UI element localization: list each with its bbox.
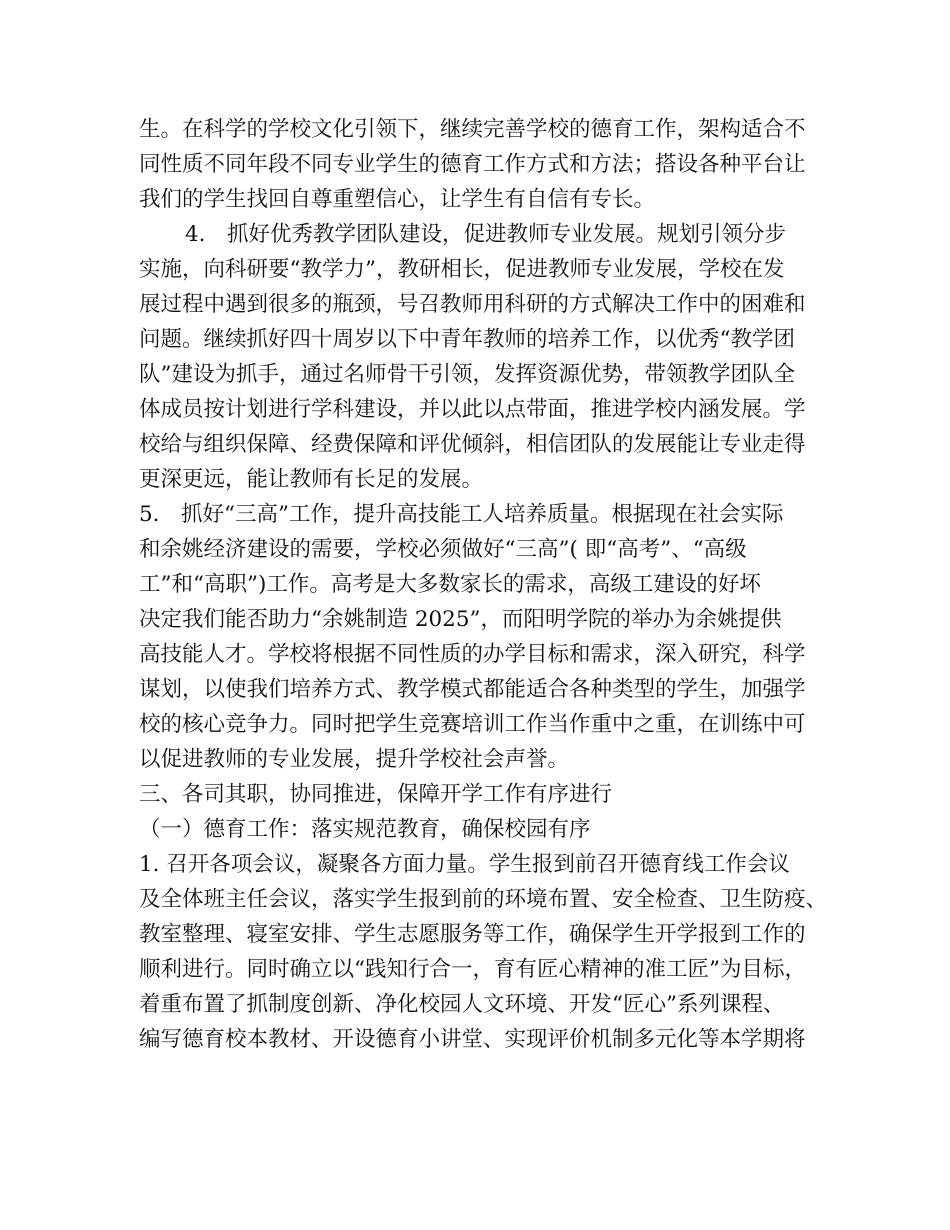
text-line: 编写德育校本教材、开设德育小讲堂、实现评价机制多元化等本学期将	[139, 1027, 806, 1052]
text-line: 顺利进行。同时确立以“践知行合一，育有匠心精神的准工匠”为目标，	[139, 957, 806, 982]
text-line: 展过程中遇到很多的瓶颈，号召教师用科研的方式解决工作中的困难和	[139, 292, 806, 317]
text-line: 决定我们能否助力“余姚制造 2025”，而阳明学院的举办为余姚提供	[139, 607, 782, 632]
text-line: 1. 召开各项会议，凝聚各方面力量。学生报到前召开德育线工作会议	[139, 852, 790, 877]
text-line: 生。在科学的学校文化引领下，继续完善学校的德育工作，架构适合不	[139, 117, 806, 142]
text-line: 实施，向科研要“教学力”，教研相长，促进教师专业发展，学校在发	[139, 257, 785, 282]
text-line: 校给与组织保障、经费保障和评优倾斜，相信团队的发展能让专业走得	[139, 432, 806, 457]
text-line: 校的核心竞争力。同时把学生竞赛培训工作当作重中之重，在训练中可	[139, 712, 806, 737]
text-line: 问题。继续抓好四十周岁以下中青年教师的培养工作，以优秀“教学团	[139, 327, 795, 352]
text-line: 工”和“高职”)工作。高考是大多数家长的需求，高级工建设的好坏	[139, 572, 761, 597]
text-line: 谋划，以使我们培养方式、教学模式都能适合各种类型的学生，加强学	[139, 677, 806, 702]
text-line: 更深更远，能让教师有长足的发展。	[139, 467, 484, 492]
text-line: 以促进教师的专业发展，提升学校社会声誉。	[139, 747, 570, 772]
text-line: 高技能人才。学校将根据不同性质的办学目标和需求，深入研究，科学	[139, 642, 806, 667]
text-line: 和余姚经济建设的需要，学校必须做好“三高”( 即“高考”、“高级	[139, 537, 747, 562]
text-line: 5. 抓好“三高”工作，提升高技能工人培养质量。根据现在社会实际	[139, 502, 784, 527]
text-line: 队”建设为抓手，通过名师骨干引领，发挥资源优势，带领教学团队全	[139, 362, 795, 387]
text-line: 同性质不同年段不同专业学生的德育工作方式和方法；搭设各种平台让	[139, 152, 806, 177]
text-line: 教室整理、寝室安排、学生志愿服务等工作，确保学生开学报到工作的	[139, 922, 806, 947]
subsection-heading: （一）德育工作：落实规范教育，确保校园有序	[139, 817, 591, 842]
section-heading: 三、各司其职，协同推进，保障开学工作有序进行	[139, 782, 613, 807]
text-line: 4. 抓好优秀教学团队建设，促进教师专业发展。规划引领分步	[185, 222, 787, 247]
text-line: 着重布置了抓制度创新、净化校园人文环境、开发“匠心”系列课程、	[139, 992, 785, 1017]
document-page	[139, 112, 829, 1057]
text-line: 体成员按计划进行学科建设，并以此以点带面，推进学校内涵发展。学	[139, 397, 806, 422]
text-line: 我们的学生找回自尊重塑信心，让学生有自信有专长。	[139, 187, 656, 212]
text-line: 及全体班主任会议，落实学生报到前的环境布置、安全检查、卫生防疫、	[139, 887, 828, 912]
